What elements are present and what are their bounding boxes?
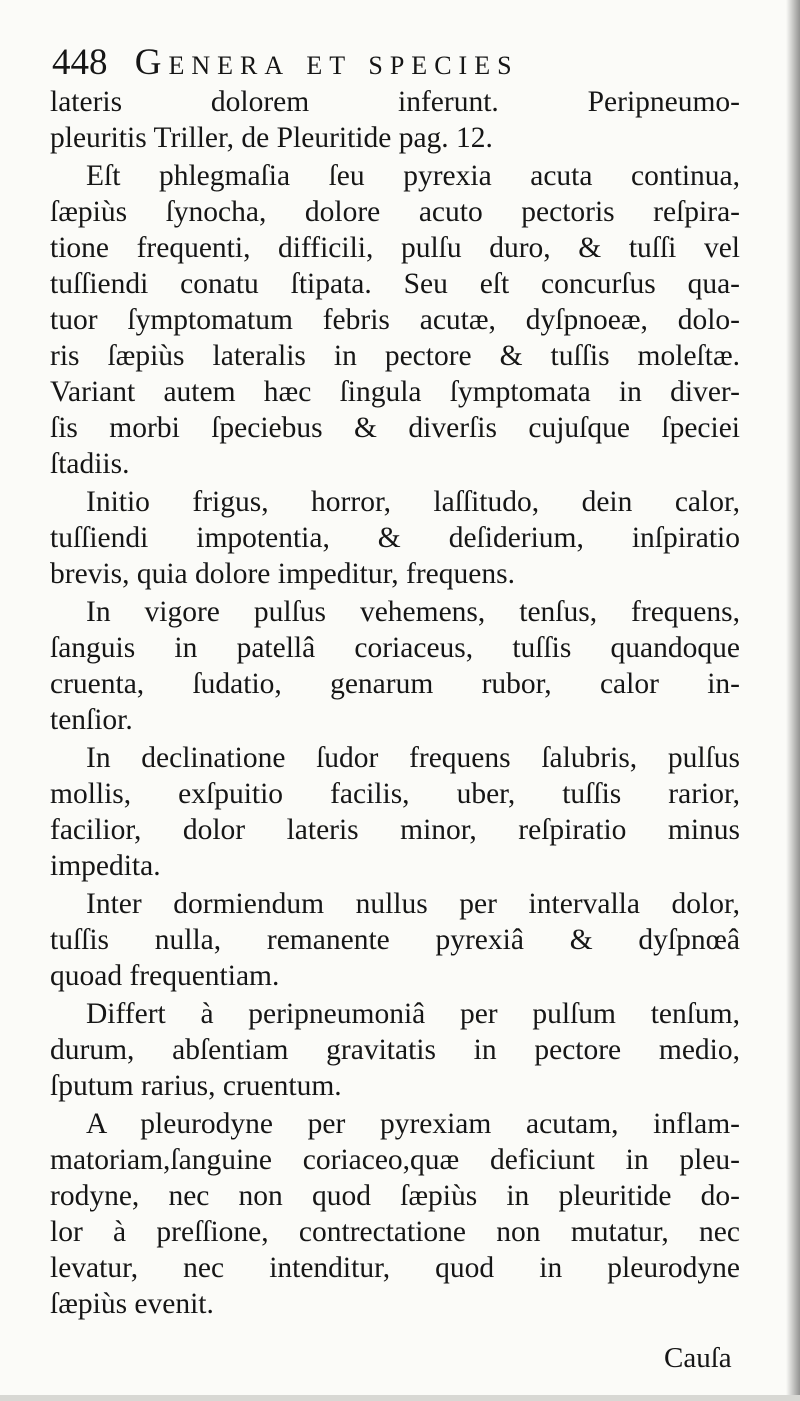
paragraph — [50, 1106, 740, 1322]
catchword: Cauſa — [664, 1342, 732, 1374]
text-line: In vigore pulſus vehemens, tenſus, frequens, — [86, 596, 740, 628]
page-header — [52, 40, 752, 86]
paragraph — [50, 484, 740, 592]
text-line: ſæpiùs ſynocha, dolore acuto pectoris reſpira- — [50, 196, 740, 228]
text-line: ſtadiis. — [50, 448, 130, 480]
text-line: ſanguis in patellâ coriaceus, tuſſis quandoque — [50, 632, 740, 664]
text-line: levatur, nec intenditur, quod in pleurodyne — [50, 1252, 740, 1284]
text-line: mollis, exſpuitio facilis, uber, tuſſis rarior, — [50, 778, 740, 810]
text-line: impedita. — [50, 850, 161, 882]
text-line: ſæpiùs evenit. — [50, 1288, 214, 1320]
text-line: tuſſiendi conatu ſtipata. Seu eſt concurſus qua- — [50, 268, 740, 300]
text-line: Eſt phlegmaſia ſeu pyrexia acuta continua, — [86, 160, 740, 192]
page-number: 448 — [52, 42, 108, 83]
paragraph — [50, 594, 740, 738]
text-line: ris ſæpiùs lateralis in pectore & tuſſis moleſtæ. — [50, 340, 740, 372]
paragraph — [50, 996, 740, 1104]
text-line: matoriam,ſanguine coriaceo,quæ deficiunt in pleu- — [50, 1144, 740, 1176]
text-line: Differt à peripneumoniâ per pulſum tenſum, — [86, 998, 740, 1030]
paragraph — [50, 886, 740, 994]
text-line: ſputum rarius, cruentum. — [50, 1070, 342, 1102]
text-line: tuor ſymptomatum febris acutæ, dyſpnoeæ, dolo- — [50, 304, 740, 336]
text-line: tenſior. — [50, 704, 133, 736]
text-line: tione frequenti, difficili, pulſu duro, & tuſſi vel — [50, 232, 740, 264]
text-line: pleuritis Triller, de Pleuritide pag. 12. — [50, 122, 493, 154]
text-line: tuſſis nulla, remanente pyrexiâ & dyſpnœâ — [50, 924, 740, 956]
text-line: tuſſiendi impotentia, & deſiderium, inſpiratio — [50, 522, 740, 554]
page-edge-shadow — [786, 0, 800, 1401]
paragraph — [50, 84, 740, 156]
text-line: quoad frequentiam. — [50, 960, 280, 992]
text-line: brevis, quia dolore impeditur, frequens. — [50, 558, 515, 590]
text-line: In declinatione ſudor frequens ſalubris, pulſus — [86, 742, 740, 774]
text-line: facilior, dolor lateris minor, reſpiratio minus — [50, 814, 740, 846]
text-line: Inter dormiendum nullus per intervalla dolor, — [86, 888, 740, 920]
body-text — [50, 84, 740, 1324]
text-line: Variant autem hæc ſingula ſymptomata in diver- — [50, 376, 740, 408]
text-line: Initio frigus, horror, laſſitudo, dein calor, — [86, 486, 740, 518]
page-bottom-edge — [0, 1395, 800, 1401]
text-line: lor à preſſione, contrectatione non mutatur, nec — [50, 1216, 740, 1248]
text-line: ſis morbi ſpeciebus & diverſis cujuſque ſpeciei — [50, 412, 740, 444]
text-line: cruenta, ſudatio, genarum rubor, calor in- — [50, 668, 740, 700]
text-line: rodyne, nec non quod ſæpiùs in pleuritide do- — [50, 1180, 740, 1212]
text-line: A pleurodyne per pyrexiam acutam, inflam- — [86, 1108, 740, 1140]
text-line: lateris dolorem inferunt. Peripneumo- — [50, 86, 740, 118]
text-line: durum, abſentiam gravitatis in pectore medio, — [50, 1034, 740, 1066]
running-head: Genera et species — [134, 42, 519, 83]
paragraph — [50, 158, 740, 482]
paragraph — [50, 740, 740, 884]
